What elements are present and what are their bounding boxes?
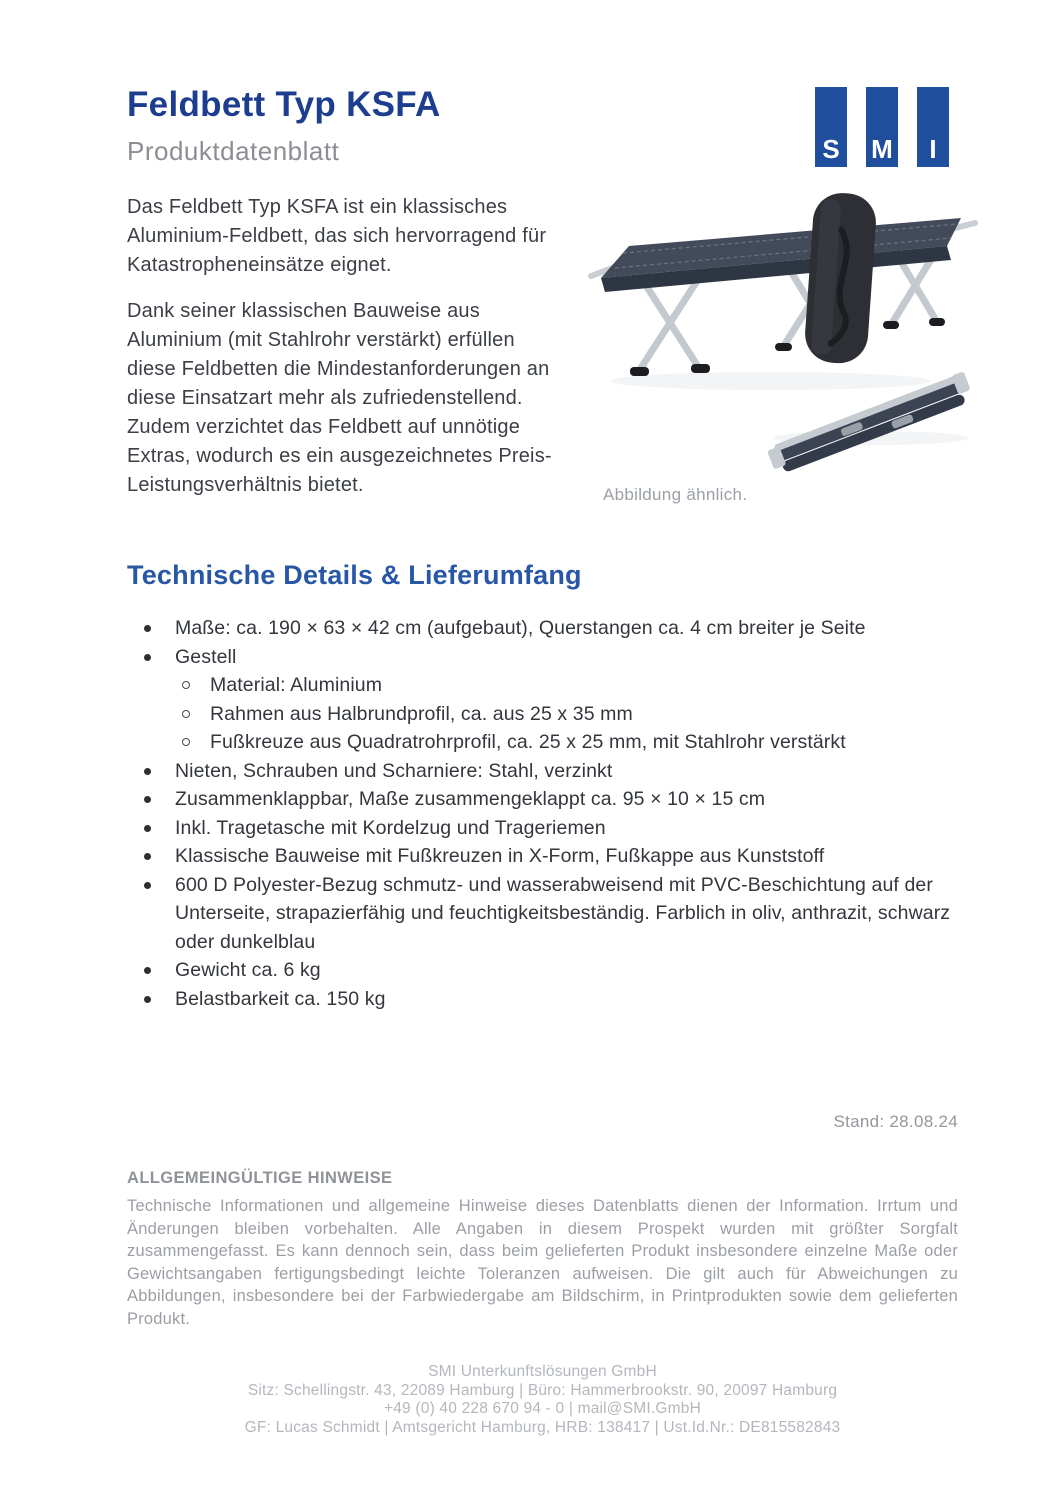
- cot-shadow: [610, 372, 930, 390]
- detail-item-text: Rahmen aus Halbrundprofil, ca. aus 25 x 35 mm: [210, 702, 633, 725]
- detail-subitem: [127, 728, 960, 757]
- page-subtitle: Produktdatenblatt: [127, 135, 340, 166]
- detail-item: [127, 985, 960, 1014]
- cot-feet-icon: [630, 318, 945, 376]
- detail-item-text: Gewicht ca. 6 kg: [175, 959, 321, 981]
- logo-letter-s: S: [822, 134, 840, 164]
- dot-bullet-icon: [144, 796, 151, 803]
- detail-item: [127, 871, 960, 957]
- dot-bullet-icon: [144, 625, 151, 632]
- notes-heading: ALLGEMEINGÜLTIGE HINWEISE: [127, 1169, 393, 1187]
- dot-bullet-icon: [144, 882, 151, 889]
- footer-line: Sitz: Schellingstr. 43, 22089 Hamburg | Büro: Hammerbrookstr. 90, 20097 Hamburg: [247, 1381, 838, 1399]
- revision-date: Stand: 28.08.24: [833, 1112, 958, 1131]
- product-photo: [585, 188, 1058, 483]
- intro-paragraph-2: Dank seiner klassischen Bauweise aus Aluminium (mit Stahlrohr verstärkt) erfüllen diese Feldbetten die Mindestanforderungen an diese Einsatzart mehr als zufriedenstellend. Zudem verzichtet das Feldbett auf unnötige Extras, wodurch es ein ausgezeichnetes Preis-Leistungsverhältnis bietet.: [127, 300, 552, 496]
- detail-subitem: [127, 671, 960, 700]
- dot-bullet-icon: [144, 825, 151, 832]
- circle-bullet-icon: [182, 738, 190, 746]
- intro-paragraph-1: Das Feldbett Typ KSFA ist ein klassisches Aluminium-Feldbett, das sich hervorragend für Katastropheneinsätze eignet.: [127, 196, 547, 276]
- logo-block-m: [866, 87, 898, 167]
- detail-item-text: Inkl. Tragetasche mit Kordelzug und Trageriemen: [175, 816, 606, 839]
- detail-item-text: Material: Aluminium: [210, 674, 383, 696]
- footer-line: +49 (0) 40 228 670 94 - 0 | mail@SMI.GmbH: [383, 1400, 701, 1418]
- page-title: Feldbett Typ KSFA: [127, 85, 441, 124]
- general-notes-section: [127, 1169, 958, 1330]
- notes-body: Technische Informationen und allgemeine Hinweise dieses Datenblatts dienen der Information. Irrtum und Änderungen bleiben vorbehalten. Alle Angaben in diesem Prospekt wurden mit größter Sorgfalt zusammengefasst. Es kann dennoch sein, dass beim gelieferten Produkt insbesondere einzelne Maße oder Gewichtsangaben fertigungsbedingt leichte Toleranzen aufweisen. Die gilt auch für Abweichungen zu Abbildungen, insbesondere bei der Farbwiedergabe am Bildschirm, in Printprodukten sowie dem gelieferten Produkt.: [127, 1197, 958, 1328]
- detail-item: [127, 814, 960, 843]
- logo-block-i: [917, 87, 949, 167]
- image-caption: Abbildung ähnlich.: [603, 485, 748, 504]
- cot-fabric-icon: [601, 218, 961, 292]
- detail-item-text: Gestell: [175, 645, 237, 668]
- details-list: [127, 614, 960, 1013]
- detail-subitem: [127, 700, 960, 729]
- detail-item: [127, 956, 960, 985]
- detail-item: [127, 614, 960, 643]
- product-figure: [585, 188, 1058, 505]
- smi-logo: [815, 87, 949, 167]
- dot-bullet-icon: [144, 853, 151, 860]
- detail-item: [127, 757, 960, 786]
- footer-line: GF: Lucas Schmidt | Amtsgericht Hamburg, HRB: 138417 | Ust.Id.Nr.: DE815582843: [244, 1418, 841, 1436]
- detail-item: [127, 842, 960, 871]
- dot-bullet-icon: [144, 654, 151, 661]
- logo-block-s: [815, 87, 847, 167]
- detail-item: [127, 643, 960, 672]
- circle-bullet-icon: [182, 710, 190, 718]
- logo-letter-m: M: [871, 134, 893, 164]
- detail-item-text: 600 D Polyester-Bezug schmutz- und wasserabweisend mit PVC-Beschichtung auf der Unterseite, strapazierfähig und feuchtigkeitsbeständig. Farblich in oliv, anthrazit, schwarz oder dunkelblau: [175, 873, 951, 953]
- detail-item: [127, 785, 960, 814]
- detail-item-text: Belastbarkeit ca. 150 kg: [175, 987, 386, 1010]
- company-footer: [127, 1363, 958, 1437]
- detail-item-text: Zusammenklappbar, Maße zusammengeklappt ca. 95 × 10 × 15 cm: [175, 788, 766, 810]
- header: [127, 86, 687, 167]
- technical-details-section: [127, 560, 960, 1013]
- detail-item-text: Fußkreuze aus Quadratrohrprofil, ca. 25 x 25 mm, mit Stahlrohr verstärkt: [210, 731, 846, 753]
- intro-section: [127, 193, 565, 500]
- circle-bullet-icon: [182, 681, 190, 689]
- logo-letter-i: I: [929, 134, 937, 164]
- carry-bag-icon: [803, 191, 878, 365]
- dot-bullet-icon: [144, 768, 151, 775]
- dot-bullet-icon: [144, 967, 151, 974]
- section-heading: Technische Details & Lieferumfang: [127, 560, 582, 590]
- detail-item-text: Nieten, Schrauben und Scharniere: Stahl, verzinkt: [175, 759, 613, 782]
- footer-line: SMI Unterkunftslösungen GmbH: [428, 1363, 657, 1380]
- detail-item-text: Maße: ca. 190 × 63 × 42 cm (aufgebaut), Querstangen ca. 4 cm breiter je Seite: [175, 617, 866, 639]
- detail-item-text: Klassische Bauweise mit Fußkreuzen in X-Form, Fußkappe aus Kunststoff: [175, 845, 825, 867]
- dot-bullet-icon: [144, 996, 151, 1003]
